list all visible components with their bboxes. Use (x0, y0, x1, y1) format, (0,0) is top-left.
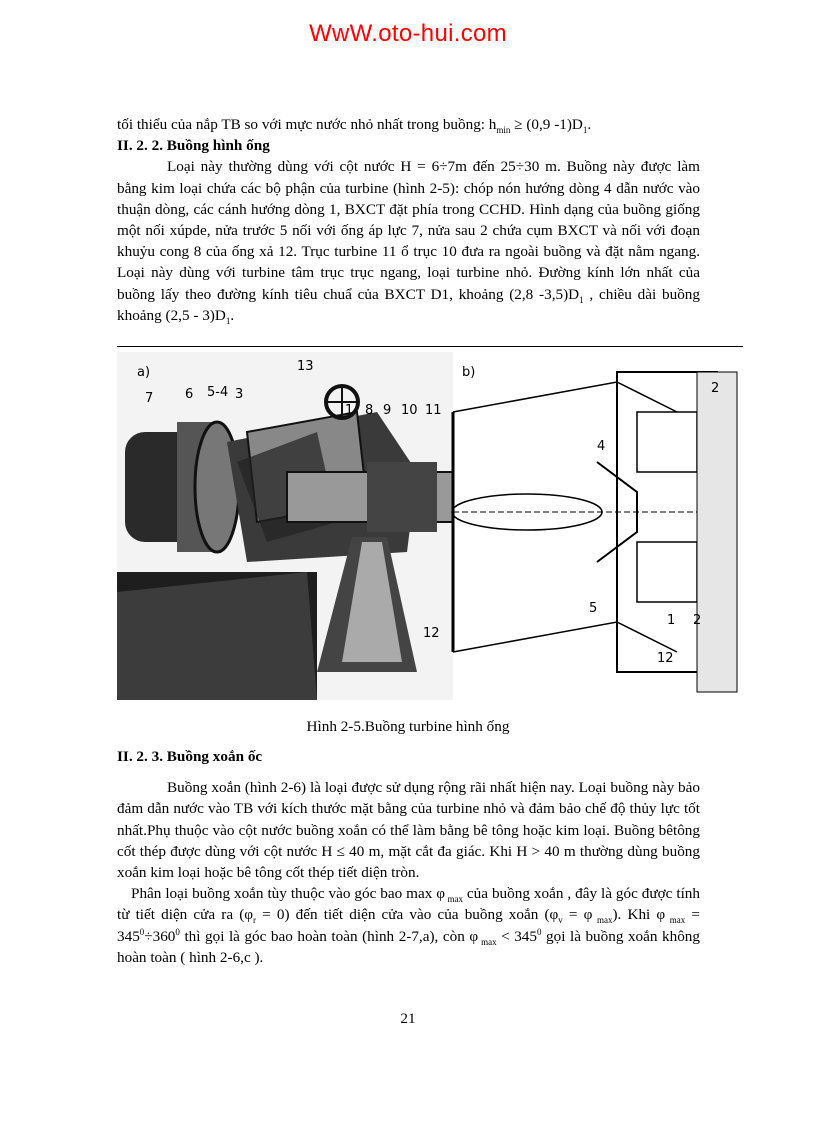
part-number-2-right: 2 (693, 613, 702, 628)
top-text-block (117, 114, 700, 326)
section-heading-tube-casing: II. 2. 2. Buồng hình ống (117, 137, 270, 155)
paragraph-tube-casing: Loại này thường dùng với cột nước H = 6÷7m đến 25÷30 m. Buồng này được làm bằng kim loại chứa các bộ phận của turbine (hình 2-5): chóp nón hướng dòng 4 dẫn nước vào thuận dòng, các cánh hướng dòng 1, BXCT đặt phía trong CCHD. Hình dạng của buồng giống một nối xúpde, nửa trước 5 nối với ống áp lực 7, nửa sau 2 chứa cụm BXCT và nối với đoạn khuỷu cong 8 của ống xả 12. Trục turbine 11 ổ trục 10 đưa ra ngoài buồng và đặt nằm ngang. Loại này dùng với turbine tâm trục trục ngang, loại turbine nhỏ. Đường kính lớn nhất của buồng lấy theo đường kính tiêu chuẩ của BXCT D1, khoảng (2,8 $-3,5)D_1$ , chiều dài buồng khoảng $(2,5 - 3)D_1$. (117, 158, 700, 326)
part-number-9: 9 (383, 403, 392, 418)
page-number: 21 (400, 1010, 416, 1027)
part-number-8: 8 (365, 403, 374, 418)
part-number-2-top: 2 (711, 381, 720, 396)
part-number-1: 1 (345, 403, 354, 418)
figure-caption: Hình 2-5.Buồng turbine hình ống (306, 718, 510, 735)
part-number-5-right: 5 (589, 601, 598, 616)
panel-a-label: a) (137, 365, 151, 380)
turbine-illustration (117, 352, 743, 700)
panel-b-label: b) (462, 365, 476, 380)
part-number-5-4: 5-4 (207, 385, 229, 400)
paragraph-spiral-casing-classification: Phân loại buồng xoắn tùy thuộc vào góc bao max φ $_{max}$ của buồng xoắn , đây là góc được tính từ tiết diện cửa ra $(\varphi_r = 0)$ đến tiết diện cửa vào của buồng xoắn ($\varphi_v = \varphi$ $_{max}$). Khi φ $_{max} = 345^0\div 360^0$ thì gọi là góc bao hoàn toàn (hình 2-7,a), còn φ $_{max} < 345^0$ gọi là buồng xoắn không hoàn toàn ( hình 2-6,c ). (117, 885, 700, 966)
part-number-10: 10 (401, 403, 418, 418)
part-number-3: 3 (235, 387, 244, 402)
continuation-line: tối thiểu của nắp TB so với mực nước nhỏ nhất trong buồng: $h_{min} \ge (0,9$ $-1)D_1$. (117, 116, 592, 136)
part-number-11: 11 (425, 403, 442, 418)
part-number-7: 7 (145, 391, 154, 406)
part-number-12: 12 (423, 626, 440, 641)
site-watermark: WwW.oto-hui.com (309, 20, 507, 47)
figure-tube-turbine-drawing (117, 352, 743, 700)
figure-top-rule (117, 346, 743, 347)
part-number-6: 6 (185, 387, 194, 402)
part-number-1-right: 1 (667, 613, 676, 628)
part-number-4-right: 4 (597, 439, 606, 454)
spiral-casing-section (117, 746, 700, 968)
part-number-12-right: 12 (657, 651, 674, 666)
section-heading-spiral-casing: II. 2. 3. Buồng xoắn ốc (117, 748, 263, 765)
paragraph-spiral-casing-intro: Buồng xoắn (hình 2-6) là loại được sử dụng rộng rãi nhất hiện nay. Loại buồng này bảo đảm dẫn nước vào TB với kích thước mặt bằng của turbine nhỏ và đảm bảo chế độ thủy lực tốt nhất.Phụ thuộc vào cột nước buồng xoắn có thể làm bằng bê tông hoặc kim loại. Buồng bêtông cốt thép được dùng với cột nước H ≤ 40 m, mặt cắt đa giác. Khi H > 40 m thường dùng buồng xoắn kim loại hoặc bê tông cốt thép tiết diện tròn. (117, 779, 700, 882)
part-number-13: 13 (297, 359, 314, 374)
